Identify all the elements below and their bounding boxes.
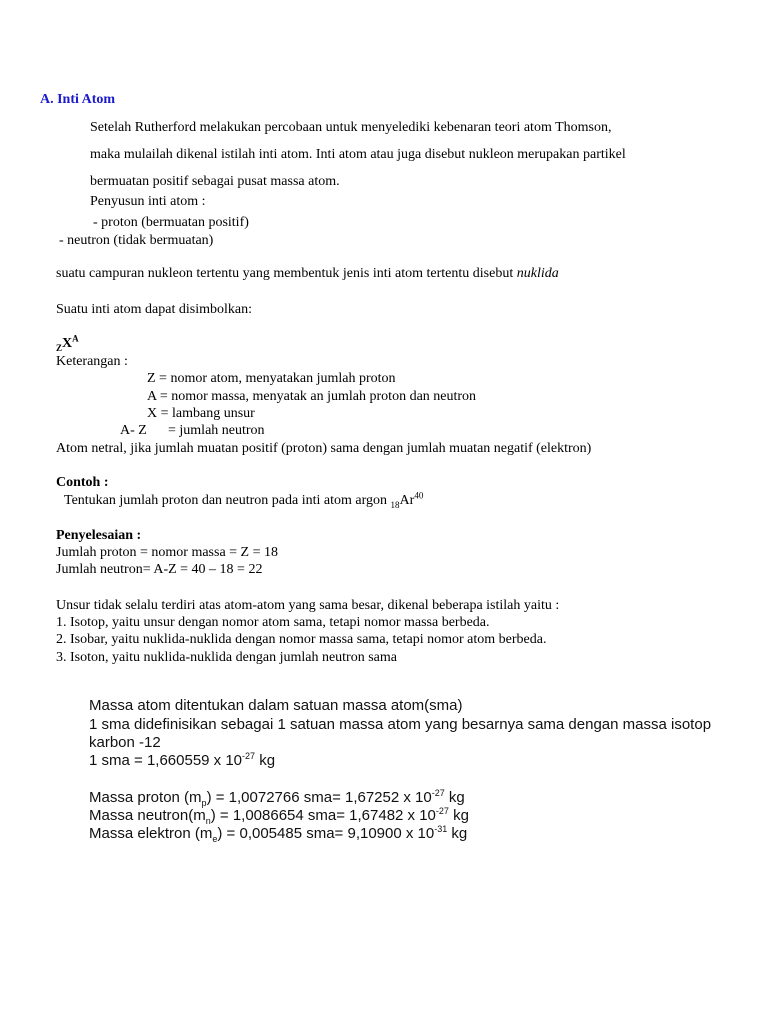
proton-exponent: -27: [431, 788, 445, 798]
symbol-intro: Suatu inti atom dapat disimbolkan:: [56, 302, 252, 317]
composition-proton: - proton (bermuatan positif): [93, 215, 249, 230]
argon-z: 18: [390, 499, 400, 510]
neutron-mass-value: ) = 1,0086654 sma= 1,67482 x 10: [210, 807, 436, 824]
electron-exponent: -31: [434, 824, 448, 834]
intro-line-2: maka mulailah dikenal istilah inti atom. Inti atom atau juga disebut nukleon merupakan partikel: [90, 147, 626, 162]
proton-mass: [89, 789, 465, 806]
term-isotop: 1. Isotop, yaitu unsur dengan nomor atom sama, tetapi nomor massa berbeda.: [56, 615, 490, 630]
neutron-mass-label: Massa neutron(m: [89, 807, 206, 824]
term-isoton: 3. Isoton, yaitu nuklida-nuklida dengan jumlah neutron sama: [56, 650, 397, 665]
example-question: [64, 492, 423, 509]
proton-unit: kg: [444, 789, 465, 806]
legend-x: X = lambang unsur: [147, 406, 255, 421]
composition-label: Penyusun inti atom :: [90, 194, 206, 209]
electron-mass: [89, 825, 467, 842]
mass-line-2: 1 sma didefinisikan sebagai 1 satuan massa atom yang besarnya sama dengan massa isotop: [89, 716, 712, 733]
symbol-x: X: [62, 336, 73, 351]
nuclide-term: nuklida: [516, 266, 559, 281]
legend-a: A = nomor massa, menyatak an jumlah proton dan neutron: [147, 389, 477, 404]
legend-label: Keterangan :: [56, 354, 128, 369]
legend-az-right: = jumlah neutron: [168, 423, 265, 438]
composition-neutron: - neutron (tidak bermuatan): [59, 233, 214, 248]
neutron-unit: kg: [448, 807, 469, 824]
solution-line-2: Jumlah neutron= A-Z = 40 – 18 = 22: [56, 562, 263, 577]
mass-line-1: Massa atom ditentukan dalam satuan massa atom(sma): [89, 697, 463, 714]
neutral-atom-text: Atom netral, jika jumlah muatan positif (proton) sama dengan jumlah muatan negatif (elektron): [56, 441, 592, 456]
sma-text: 1 sma = 1,660559 x 10: [89, 752, 243, 769]
argon-symbol: Ar: [399, 493, 415, 508]
proton-mass-value: ) = 1,0072766 sma= 1,67252 x 10: [206, 789, 432, 806]
legend-az-left: A- Z: [120, 423, 147, 438]
sma-unit: kg: [255, 752, 276, 769]
neutron-mass: [89, 807, 469, 824]
electron-mass-value: ) = 0,005485 sma= 9,10900 x 10: [217, 825, 435, 842]
legend-z: Z = nomor atom, menyatakan jumlah proton: [147, 371, 396, 386]
sma-exponent: -27: [242, 751, 256, 761]
sma-definition: [89, 752, 275, 769]
solution-line-1: Jumlah proton = nomor massa = Z = 18: [56, 545, 278, 560]
section-title: A. Inti Atom: [40, 92, 116, 107]
argon-a: 40: [414, 490, 424, 501]
example-label: Contoh :: [56, 475, 109, 490]
term-isobar: 2. Isobar, yaitu nuklida-nuklida dengan nomor massa sama, tetapi nomor atom berbeda.: [56, 632, 547, 647]
proton-subscript: p: [201, 798, 207, 808]
proton-mass-label: Massa proton (m: [89, 789, 202, 806]
example-text: Tentukan jumlah proton dan neutron pada inti atom argon: [64, 493, 391, 508]
electron-subscript: e: [212, 834, 218, 844]
terms-intro: Unsur tidak selalu terdiri atas atom-atom yang sama besar, dikenal beberapa istilah yaitu :: [56, 598, 560, 613]
symbol-z: Z: [56, 342, 63, 353]
mass-line-3: karbon -12: [89, 734, 161, 751]
intro-line-3: bermuatan positif sebagai pusat massa atom.: [90, 174, 340, 189]
nuclide-definition-text: suatu campuran nukleon tertentu yang membentuk jenis inti atom tertentu disebut: [56, 266, 517, 281]
intro-line-1: Setelah Rutherford melakukan percobaan untuk menyelediki kebenaran teori atom Thomson,: [90, 120, 612, 135]
neutron-subscript: n: [205, 816, 211, 826]
nuclide-definition: [56, 265, 559, 282]
symbol-a: A: [72, 333, 79, 344]
electron-unit: kg: [447, 825, 468, 842]
neutron-exponent: -27: [435, 806, 449, 816]
solution-label: Penyelesaian :: [56, 528, 142, 543]
nuclide-symbol: [56, 335, 79, 352]
electron-mass-label: Massa elektron (m: [89, 825, 213, 842]
